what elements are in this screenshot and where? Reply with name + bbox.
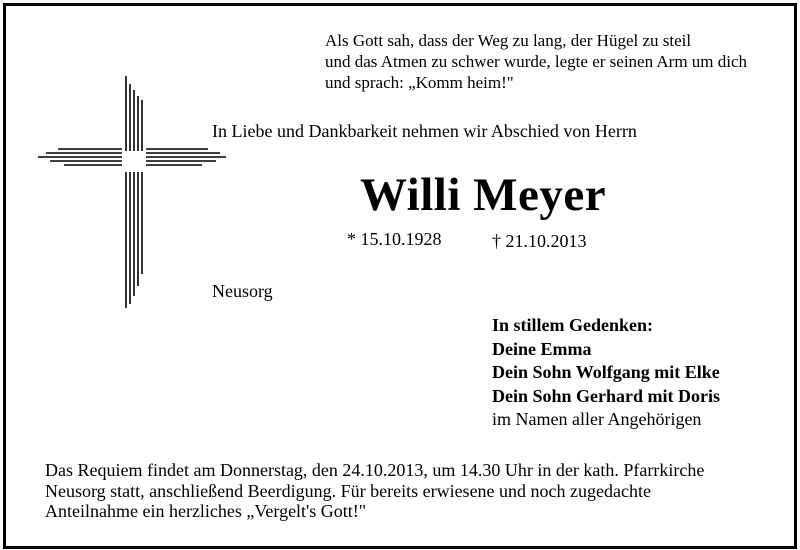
mourner-line: Dein Sohn Gerhard mit Doris xyxy=(492,385,721,406)
poem-line: und sprach: „Komm heim!" xyxy=(325,73,514,92)
mourners-heading: In stillem Gedenken: xyxy=(492,315,654,335)
mourners-block xyxy=(492,314,720,432)
birth-date: * 15.10.1928 xyxy=(347,229,442,249)
hometown: Neusorg xyxy=(212,281,273,301)
mourner-line: Deine Emma xyxy=(492,338,592,359)
mourner-line: Dein Sohn Wolfgang mit Elke xyxy=(492,362,720,382)
poem xyxy=(325,30,747,93)
footer-line: Neusorg statt, anschließend Beerdigung. Für bereits erwiesene und noch zugedachte xyxy=(45,480,651,501)
service-announcement xyxy=(45,460,704,522)
intro-text: In Liebe und Dankbarkeit nehmen wir Abschied von Herrn xyxy=(212,121,637,141)
footer-line: Das Requiem findet am Donnerstag, den 24.10.2013, um 14.30 Uhr in der kath. Pfarrkirche xyxy=(45,460,705,480)
death-date: † 21.10.2013 xyxy=(492,231,587,251)
cross-icon xyxy=(36,74,230,315)
poem-line: und das Atmen zu schwer wurde, legte er seinen Arm um dich xyxy=(325,52,748,71)
mourners-closing: im Namen aller Angehörigen xyxy=(492,409,702,429)
poem-line: Als Gott sah, dass der Weg zu lang, der Hügel zu steil xyxy=(325,31,692,50)
deceased-name: Willi Meyer xyxy=(360,169,607,221)
footer-line: Anteilnahme ein herzliches „Vergelt's Gott!" xyxy=(45,501,367,521)
